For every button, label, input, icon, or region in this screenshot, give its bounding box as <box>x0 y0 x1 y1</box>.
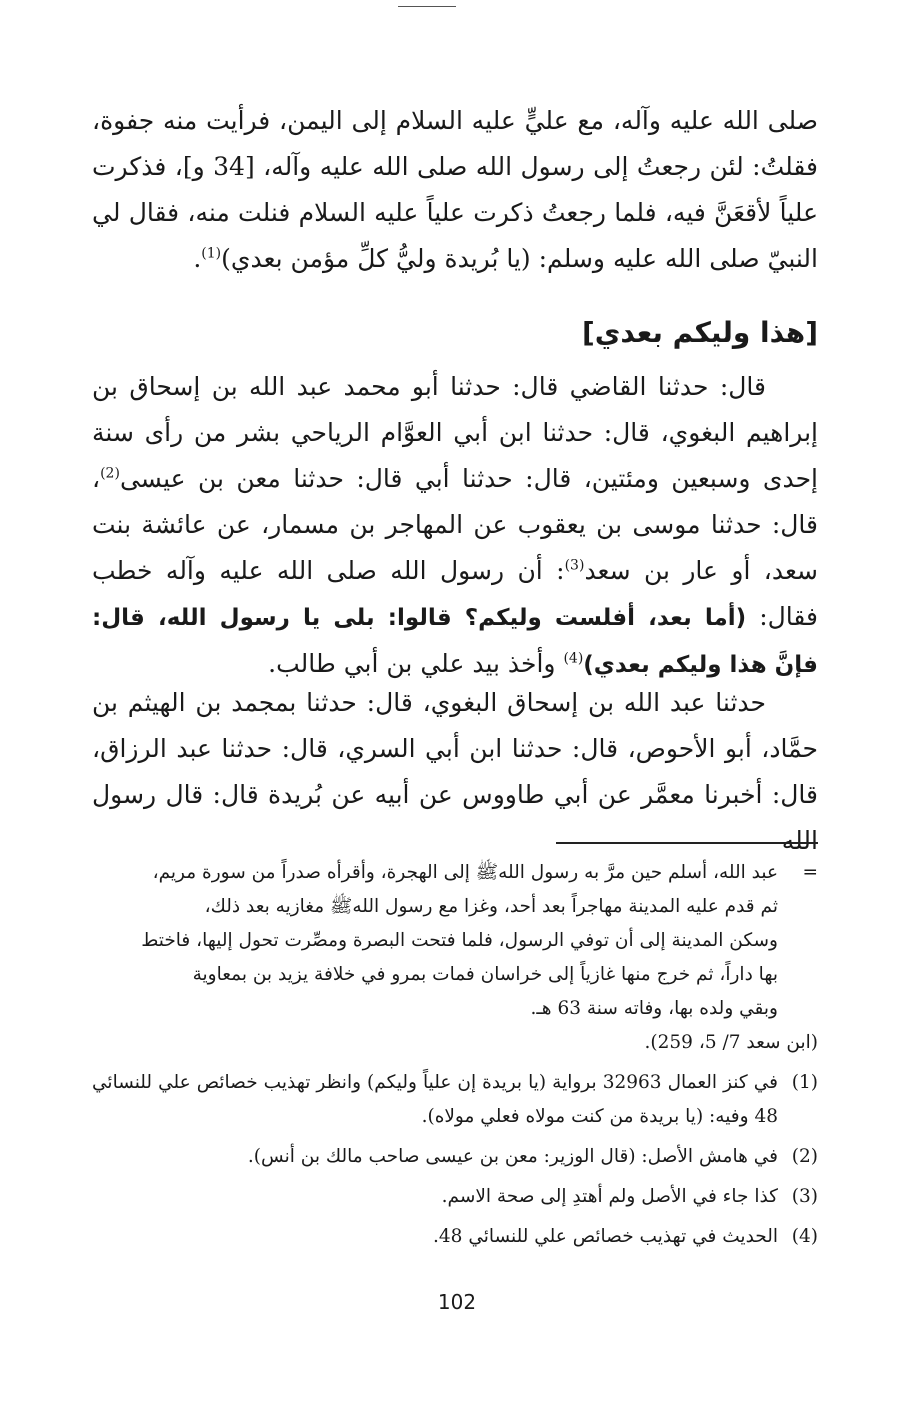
footnote-continuation <box>92 856 818 1026</box>
footnote-number: (4) <box>791 1226 818 1247</box>
footnote-number: (2) <box>791 1146 818 1167</box>
footnote-item <box>92 1066 818 1134</box>
footnote-text: في هامش الأصل: (قال الوزير: معن بن عيسى صاحب مالك بن أنس). <box>247 1146 778 1167</box>
paragraph-3 <box>92 680 818 864</box>
continuation-line: وبقي ولده بها، وفاته سنة 63 هـ. <box>530 998 778 1019</box>
footnote-number: (1) <box>791 1072 818 1093</box>
p2-text-a: قال: حدثنا القاضي قال: حدثنا أبو محمد عبد الله بن إسحاق بن إبراهيم البغوي، قال: حدثنا ابن أبي العوَّام الرياحي بشر من رأى سنة إحدى وسبعين ومئتين، قال: حدثنا أبي قال: حدثنا معن بن عيسى <box>92 372 818 493</box>
continuation-line: بها داراً، ثم خرج منها غازياً إلى خراسان فمات بمرو في خلافة يزيد بن بمعاوية <box>192 964 778 985</box>
paragraph-1-text <box>92 98 818 282</box>
p1-text: صلى الله عليه وآله، مع عليٍّ عليه السلام إلى اليمن، فرأيت منه جفوة، فقلتُ: لئن رجعتُ إلى رسول الله صلى الله عليه وآله، [34 و]، فذكرت علياً لأقعَنَّ فيه، فلما رجعتُ ذكرت علياً عليه السلام فنلت منه، فقال لي النبيّ صلى الله عليه وسلم: (يا بُريدة وليُّ كلِّ مؤمن بعدي) <box>92 106 819 273</box>
section-heading: [هذا وليكم بعدي] <box>581 316 818 349</box>
footnote-ref-2: (2) <box>100 465 120 482</box>
footnote-text: في كنز العمال 32963 برواية (يا بريدة إن علياً وليكم) وانظر تهذيب خصائص علي للنسائي 48 وفيه: (يا بريدة من كنت مولاه فعلي مولاه). <box>92 1072 778 1127</box>
footnote-item <box>92 1140 818 1174</box>
footnote-ref-4: (4) <box>563 650 584 667</box>
paragraph-2 <box>92 364 818 688</box>
footnote-source: (ابن سعد 7/ 5، 259). <box>644 1032 818 1053</box>
p2-text-b: ، قال: حدثنا موسى بن يعقوب عن المهاجر بن مسمار، عن عائشة بنت سعد، أو عار بن سعد <box>92 464 818 585</box>
top-rule <box>398 6 456 7</box>
paragraph-3-text: حدثنا عبد الله بن إسحاق البغوي، قال: حدثنا بمجمد بن الهيثم بن حمَّاد، أبو الأحوص، قال: حدثنا ابن أبي السري، قال: حدثنا عبد الرزاق، قال: أخبرنا معمَّر عن أبي طاووس عن أبيه عن بُريدة قال: قال رسول الله <box>92 688 818 855</box>
continuation-mark: = <box>802 862 818 883</box>
footnote-item <box>92 1220 818 1254</box>
footnote-ref-3: (3) <box>564 557 585 574</box>
p1-tail: . <box>193 244 202 273</box>
footnote-ref-1: (1) <box>201 245 222 262</box>
page-number: 102 <box>437 1290 477 1314</box>
footnote-item <box>92 1180 818 1214</box>
footnotes <box>92 856 818 1254</box>
footnote-number: (3) <box>791 1186 818 1207</box>
paragraph-2-text <box>92 364 818 688</box>
footnote-text: كذا جاء في الأصل ولم أهتدِ إلى صحة الاسم. <box>441 1186 778 1207</box>
paragraph-1 <box>92 98 818 282</box>
continuation-line: عبد الله، أسلم حين مرَّ به رسول اللهﷺ إلى الهجرة، وأقرأه صدراً من سورة مريم، <box>152 862 778 883</box>
footnote-text: الحديث في تهذيب خصائص علي للنسائي 48. <box>433 1226 778 1247</box>
p2-text-d: وأخذ بيد علي بن أبي طالب. <box>268 649 564 678</box>
continuation-line: وسكن المدينة إلى أن توفي الرسول، فلما فتحت البصرة ومصِّرت تحول إليها، فاختط <box>141 930 778 951</box>
p2-text-c: : أن رسول الله صلى الله عليه وآله خطب فقال: <box>92 556 818 631</box>
hadith-quote: (أما بعد، أفلست وليكم؟ قالوا: بلى يا رسول الله، قال: فإنَّ هذا وليكم بعدي) <box>92 605 818 678</box>
continuation-line: ثم قدم عليه المدينة مهاجراً بعد أحد، وغزا مع رسول اللهﷺ مغازيه بعد ذلك، <box>204 896 778 917</box>
footnote-separator <box>556 842 818 844</box>
